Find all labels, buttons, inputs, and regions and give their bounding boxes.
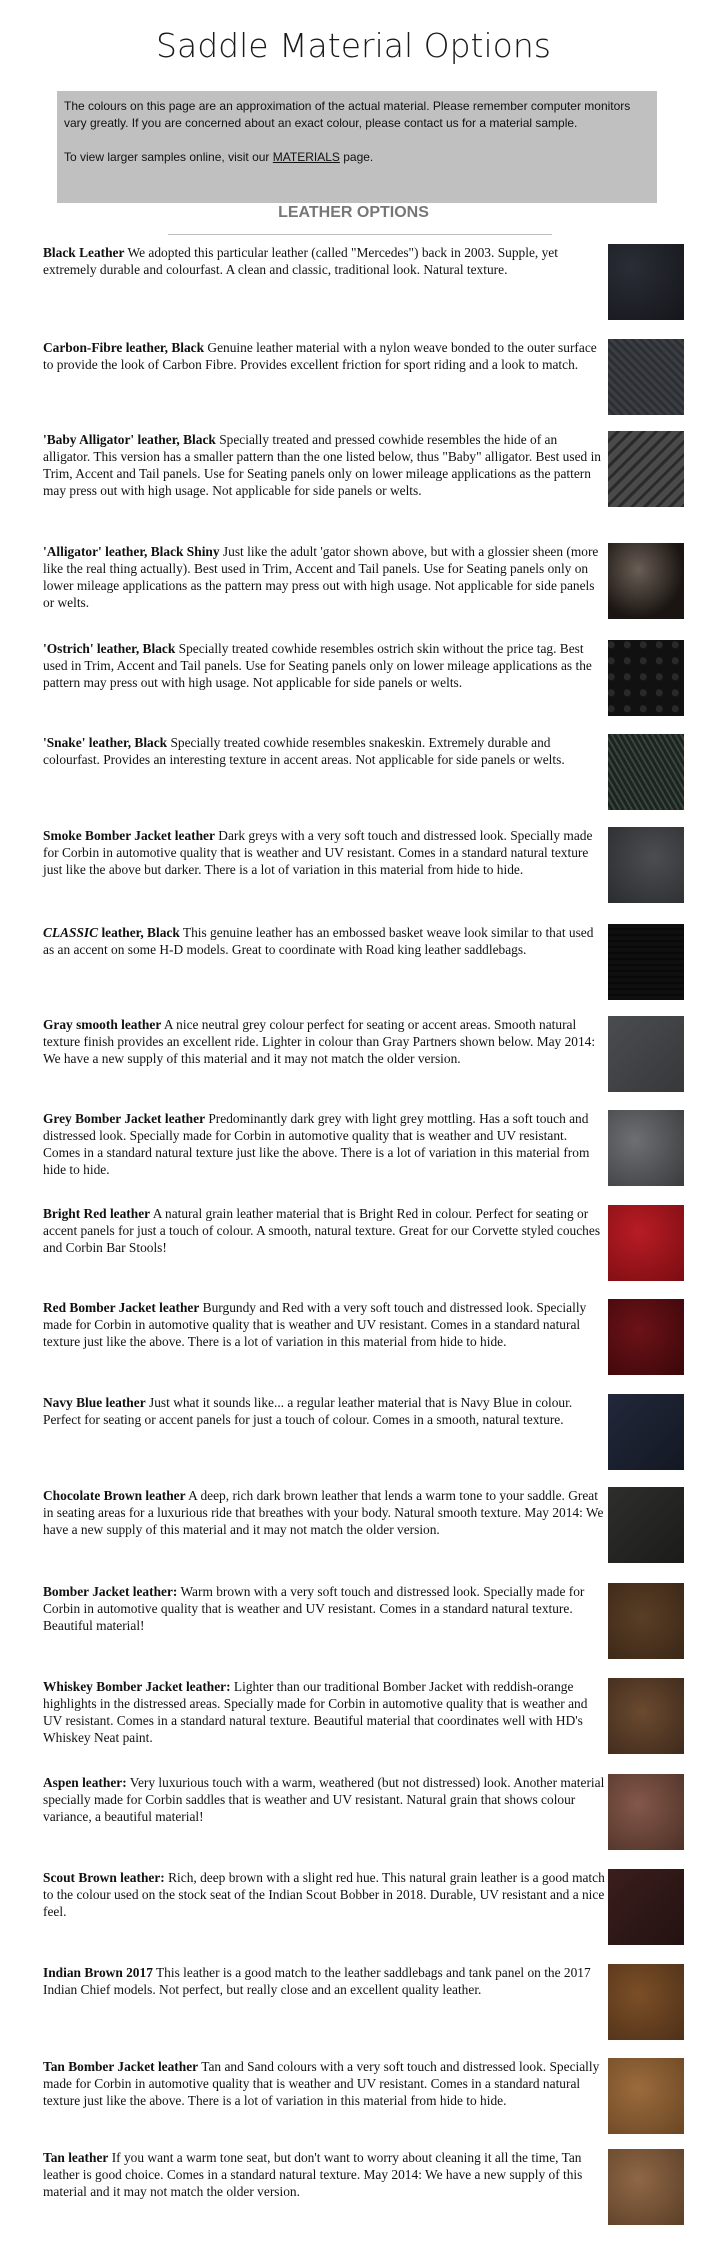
material-swatch <box>608 640 684 716</box>
material-swatch <box>608 339 684 415</box>
material-description: Very luxurious touch with a warm, weathered (but not distressed) look. Another material specially made for Corbin saddles that is weather and UV resistant. Natural grain that shows colour variance, a beautiful material! <box>43 1775 605 1824</box>
material-description-block <box>43 1016 607 1067</box>
material-swatch <box>608 1869 684 1945</box>
material-swatch <box>608 431 684 507</box>
material-swatch <box>608 543 684 619</box>
material-name: Bomber Jacket leather: <box>43 1584 178 1599</box>
material-name: Tan leather <box>43 2150 109 2165</box>
material-description-block <box>43 827 607 878</box>
material-name: 'Snake' leather, Black <box>43 735 168 750</box>
material-description-block <box>43 2149 607 2200</box>
material-description-block <box>43 1394 607 1428</box>
material-description: Burgundy and Red with a very soft touch and distressed look. Specially made for Corbin in automotive quality that is weather and UV resistant. Comes in a standard natural texture just like the above. There is a lot of variation in this material from hide to hide. <box>43 1300 587 1349</box>
material-name: 'Alligator' leather, Black Shiny <box>43 544 220 559</box>
material-description: This leather is a good match to the leather saddlebags and tank panel on the 2017 Indian Chief models. Not perfect, but really close and an excellent quality leather. <box>43 1965 591 1997</box>
materials-link[interactable]: MATERIALS <box>272 150 340 164</box>
material-name: Aspen leather: <box>43 1775 127 1790</box>
material-description: Dark greys with a very soft touch and distressed look. Specially made for Corbin in automotive quality that is weather and UV resistant. Comes in a standard natural texture just like the above but darker. There is a lot of variation in this material from hide to hide. <box>43 828 593 877</box>
material-swatch <box>608 1110 684 1186</box>
material-name: Indian Brown 2017 <box>43 1965 153 1980</box>
material-description-block <box>43 1299 607 1350</box>
material-name: Whiskey Bomber Jacket leather: <box>43 1679 231 1694</box>
material-swatch <box>608 1394 684 1470</box>
material-description-block <box>43 431 607 499</box>
material-name: 'Baby Alligator' leather, Black <box>43 432 216 447</box>
material-description: Rich, deep brown with a slight red hue. This natural grain leather is a good match to the colour used on the stock seat of the Indian Scout Bobber in 2018. Durable, UV resistant and a nice feel. <box>43 1870 605 1919</box>
material-description: Warm brown with a very soft touch and distressed look. Specially made for Corbin in automotive quality that is weather and UV resistant. Comes in a standard natural texture. Beautiful material! <box>43 1584 585 1633</box>
material-name: Red Bomber Jacket leather <box>43 1300 200 1315</box>
material-description-block <box>43 1205 607 1256</box>
material-swatch <box>608 734 684 810</box>
material-description: This genuine leather has an embossed basket weave look similar to that used as an accent on some H-D models. Great to coordinate with Road king leather saddlebags. <box>43 925 594 957</box>
material-description: Specially treated cowhide resembles snakeskin. Extremely durable and colourfast. Provides an interesting texture in accent areas. Not applicable for side panels or welts. <box>43 735 565 767</box>
material-swatch <box>608 1487 684 1563</box>
material-swatch <box>608 1016 684 1092</box>
notice-box <box>57 91 657 203</box>
material-name: Grey Bomber Jacket leather <box>43 1111 206 1126</box>
material-swatch <box>608 1678 684 1754</box>
material-swatch <box>608 1583 684 1659</box>
material-description: Predominantly dark grey with light grey mottling. Has a soft touch and distressed look. Specially made for Corbin in automotive quality that is weather and UV resistant. Comes in a standard natural texture just like the above. There is a lot of variation in this material from hide to hide. <box>43 1111 590 1177</box>
material-description-block <box>43 1110 607 1178</box>
material-swatch <box>608 1774 684 1850</box>
material-name-rest: leather, Black <box>98 925 180 940</box>
material-name: Bright Red leather <box>43 1206 151 1221</box>
material-swatch <box>608 1205 684 1281</box>
material-description: Lighter than our traditional Bomber Jacket with reddish-orange highlights in the distressed areas. Specially made for Corbin in automotive quality that is weather and UV resistant. Comes in a standard natural texture. Beautiful material that coordinates well with HD's Whiskey Neat paint. <box>43 1679 588 1745</box>
material-description: If you want a warm tone seat, but don't want to worry about cleaning it all the time, Tan leather is good choice. Comes in a standard natural texture. May 2014: We have a new supply of this material and it may not match the older version. <box>43 2150 583 2199</box>
material-name: Gray smooth leather <box>43 1017 162 1032</box>
material-description-block <box>43 1487 607 1538</box>
material-name: Scout Brown leather: <box>43 1870 165 1885</box>
material-description-block <box>43 1678 607 1746</box>
material-swatch <box>608 924 684 1000</box>
material-swatch <box>608 827 684 903</box>
material-name: Carbon-Fibre leather, Black <box>43 340 205 355</box>
material-description-block <box>43 339 607 373</box>
material-swatch <box>608 244 684 320</box>
material-name: Smoke Bomber Jacket leather <box>43 828 215 843</box>
material-description-block <box>43 1583 607 1634</box>
material-name: 'Ostrich' leather, Black <box>43 641 176 656</box>
material-description-block <box>43 1774 607 1825</box>
material-description-block <box>43 924 607 958</box>
notice-text: The colours on this page are an approximation of the actual material. Please remember computer monitors vary greatly. If you are concerned about an exact colour, please contact us for a material sample. <box>64 99 631 130</box>
section-divider <box>168 234 552 235</box>
material-description-block <box>43 2058 607 2109</box>
material-description: Just like the adult 'gator shown above, but with a glossier sheen (more like the real thing actually). Best used in Trim, Accent and Tail panels. Use for Seating panels only on lower mileage applications as the pattern may press out with high usage. Not applicable for side panels or welts. <box>43 544 599 610</box>
material-name: Navy Blue leather <box>43 1395 146 1410</box>
notice-materials-prefix: To view larger samples online, visit our <box>64 150 273 164</box>
material-description: A natural grain leather material that is Bright Red in colour. Perfect for seating or accent panels for just a touch of colour. A smooth, natural texture. Great for our Corvette styled couches and Corbin Bar Stools! <box>43 1206 601 1255</box>
material-description: Specially treated cowhide resembles ostrich skin without the price tag. Best used in Trim, Accent and Tail panels. Use for Seating panels only on lower mileage applications as the pattern may press out with high usage. Not applicable for side panels or welts. <box>43 641 592 690</box>
material-description-block <box>43 1869 607 1920</box>
page-title: Saddle Material Options <box>156 26 551 65</box>
material-description-block <box>43 244 607 278</box>
material-swatch <box>608 2058 684 2134</box>
material-description: Genuine leather material with a nylon weave bonded to the outer surface to provide the look of Carbon Fibre. Provides excellent friction for sport riding and a look to match. <box>43 340 597 372</box>
material-description-block <box>43 1964 607 1998</box>
material-name: Tan Bomber Jacket leather <box>43 2059 199 2074</box>
material-name <box>43 925 180 940</box>
material-description: Specially treated and pressed cowhide resembles the hide of an alligator. This version has a smaller pattern than the one listed below, thus "Baby" alligator. Best used in Trim, Accent and Tail panels. Use for Seating panels only on lower mileage applications as the pattern may press out with high usage. Not applicable for side panels or welts. <box>43 432 601 498</box>
material-description-block <box>43 734 607 768</box>
material-swatch <box>608 1299 684 1375</box>
material-description: A deep, rich dark brown leather that lends a warm tone to your saddle. Great in seating areas for a luxurious ride that breathes with your body. Natural smooth texture. May 2014: We have a new supply of this material and it may not match the older version. <box>43 1488 604 1537</box>
material-name: Chocolate Brown leather <box>43 1488 186 1503</box>
material-swatch <box>608 2149 684 2225</box>
material-swatch <box>608 1964 684 2040</box>
notice-materials-suffix: page. <box>339 150 374 164</box>
material-name: Black Leather <box>43 245 125 260</box>
section-title: LEATHER OPTIONS <box>278 204 429 221</box>
material-description: Tan and Sand colours with a very soft touch and distressed look. Specially made for Corbin in automotive quality that is weather and UV resistant. Comes in a standard natural texture just like the above. There is a lot of variation in this material from hide to hide. <box>43 2059 600 2108</box>
material-description: A nice neutral grey colour perfect for seating or accent areas. Smooth natural texture finish provides an excellent ride. Lighter in colour than Gray Partners shown below. May 2014: We have a new supply of this material and it may not match the older version. <box>43 1017 596 1066</box>
material-description-block <box>43 640 607 691</box>
material-description-block <box>43 543 607 611</box>
notice-materials-line <box>64 149 650 166</box>
material-name-italic: CLASSIC <box>43 925 99 940</box>
material-description: We adopted this particular leather (called "Mercedes") back in 2003. Supple, yet extremely durable and colourfast. A clean and classic, traditional look. Natural texture. <box>43 245 558 277</box>
material-description: Just what it sounds like... a regular leather material that is Navy Blue in colour. Perfect for seating or accent panels for just a touch of colour. Comes in a smooth, natural texture. <box>43 1395 573 1427</box>
